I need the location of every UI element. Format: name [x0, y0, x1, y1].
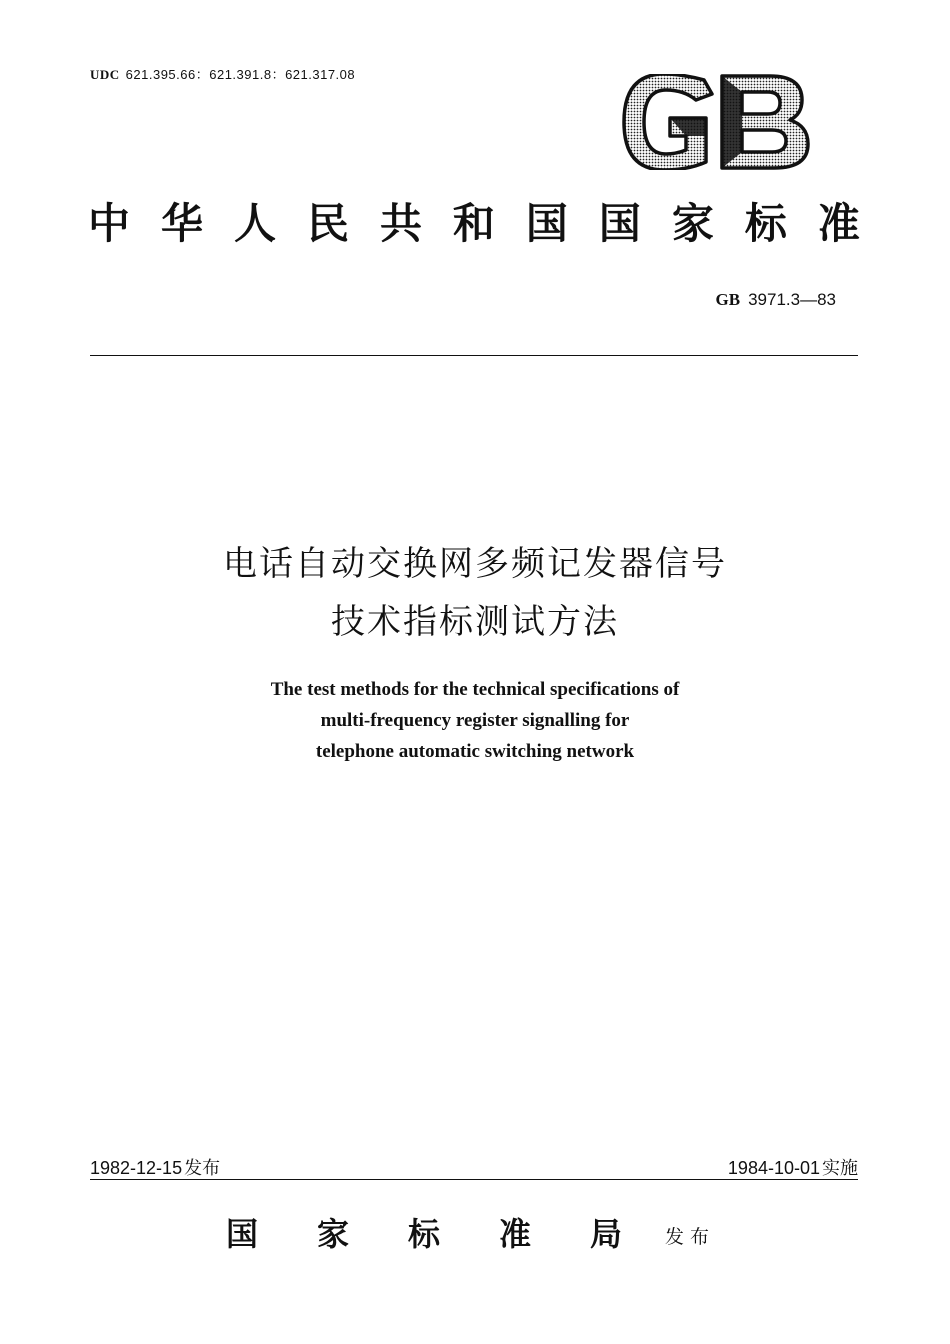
issue-date: [90, 1154, 220, 1180]
implementation-date: [728, 1154, 858, 1180]
title-char: 共: [379, 199, 422, 248]
issuer-char: 准: [498, 1215, 531, 1253]
title-char: 华: [160, 199, 203, 248]
issuing-authority: [226, 1212, 622, 1256]
standard-number: [716, 290, 836, 310]
title-char: 人: [233, 199, 276, 248]
bottom-divider: [90, 1179, 858, 1180]
issuer-char: 家: [316, 1215, 349, 1253]
issuer-char: 标: [407, 1215, 440, 1253]
document-title-en-line2: multi-frequency register signalling for: [320, 710, 630, 731]
implementation-date-value: 1984-10-01: [727, 1158, 820, 1178]
issue-date-label: 发布: [184, 1158, 221, 1179]
udc-code: 621.395.66：621.391.8：621.317.08: [125, 67, 356, 82]
title-char: 民: [306, 199, 349, 248]
gb-logo: [618, 74, 810, 170]
issuer-verb: 发布: [665, 1226, 716, 1248]
title-char: 国: [525, 199, 568, 248]
issuer-char: 国: [226, 1215, 259, 1253]
implementation-date-label: 实施: [822, 1158, 858, 1179]
issue-date-value: 1982-12-15: [90, 1158, 183, 1178]
national-standard-title: [88, 196, 860, 252]
udc-classification: [90, 64, 355, 83]
title-char: 国: [598, 199, 641, 248]
udc-label: UDC: [90, 67, 120, 82]
title-char: 准: [817, 199, 860, 248]
document-title-cn-line2: 技术指标测试方法: [331, 602, 619, 642]
top-divider: [90, 355, 858, 356]
standard-prefix: GB: [715, 290, 741, 309]
standard-code: 3971.3—83: [748, 290, 836, 309]
issuer-char: 局: [589, 1215, 622, 1253]
title-char: 中: [88, 199, 131, 248]
title-char: 和: [452, 199, 495, 248]
title-char: 家: [671, 199, 714, 248]
title-char: 标: [744, 199, 787, 248]
document-title-cn-line1: 电话自动交换网多频记发器信号: [223, 544, 727, 584]
document-title-en-line1: The test methods for the technical specifications of: [270, 679, 680, 700]
document-title-en-line3: telephone automatic switching network: [315, 741, 635, 762]
